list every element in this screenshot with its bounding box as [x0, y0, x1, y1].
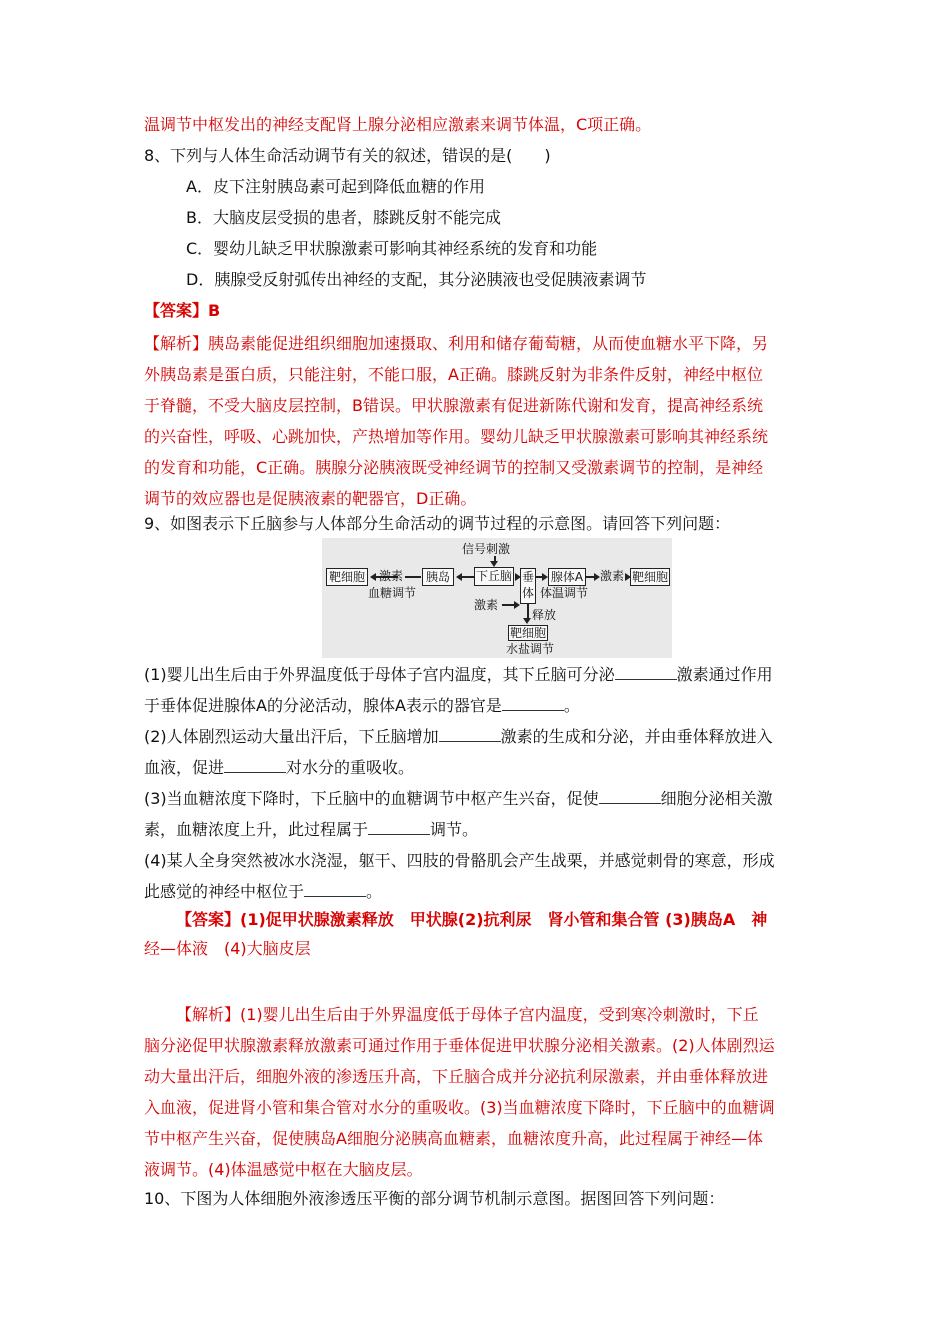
- q9-1-text-c: 于垂体促进腺体A的分泌活动，腺体A表示的器官是: [144, 696, 502, 715]
- explanation-9-line-1: 【解析】(1)婴儿出生后由于外界温度低于母体子宫内温度，受到寒冷刺激时，下丘: [176, 1005, 759, 1024]
- target-cell-left-box: 靶细胞: [326, 568, 368, 586]
- question-9-part-2-line-1: [144, 727, 809, 747]
- q9-2-text-c: 血液，促进: [144, 758, 225, 777]
- question-9-part-4-line-2: [144, 882, 809, 902]
- explanation-7-end: 温调节中枢发出的神经支配肾上腺分泌相应激素来调节体温，C项正确。: [144, 115, 652, 134]
- body-temp-label: 体温调节: [540, 586, 589, 600]
- question-8-option-d: D．胰腺受反射弧传出神经的支配，其分泌胰液也受促胰液素调节: [186, 270, 647, 289]
- target-cell-right-box: 靶细胞: [631, 570, 668, 584]
- explanation-9-line-2: 脑分泌促甲状腺激素释放激素可通过作用于垂体促进甲状腺分泌相关激素。(2)人体剧烈运: [144, 1036, 775, 1055]
- arrowhead-left-2: [456, 573, 462, 581]
- hypothalamus-regulation-diagram: [322, 538, 672, 658]
- q9-2-text-a: (2)人体剧烈运动大量出汗后，下丘脑增加: [144, 727, 439, 746]
- q9-3-text-d: 调节。: [430, 820, 479, 839]
- q9-2-text-b: 激素的生成和分泌，并由垂体释放进入: [500, 727, 773, 746]
- answer-9-line-2: 经—体液 (4)大脑皮层: [144, 939, 311, 958]
- blank-9-1-organ[interactable]: [502, 696, 564, 711]
- q9-1-text-d: 。: [563, 696, 580, 715]
- explanation-9-line-4: 入血液，促进肾小管和集合管对水分的重吸收。(3)当血糖浓度下降时，下丘脑中的血糖调: [144, 1098, 775, 1117]
- q9-3-text-a: (3)当血糖浓度下降时，下丘脑中的血糖调节中枢产生兴奋，促使: [144, 789, 599, 808]
- explanation-8-line-4: 的兴奋性，呼吸、心跳加快，产热增加等作用。婴幼儿缺乏甲状腺激素可影响其神经系统: [144, 427, 769, 446]
- target-cell-bottom-box: 靶细胞: [509, 626, 546, 640]
- arrow-to-islet: [462, 576, 474, 578]
- pituitary-box: [520, 568, 536, 604]
- blank-9-1-hormone[interactable]: [615, 665, 677, 680]
- question-9-part-2-line-2: [144, 758, 809, 778]
- explanation-9-line-6: 液调节。(4)体温感觉中枢在大脑皮层。: [144, 1160, 423, 1179]
- q9-3-text-c: 素，血糖浓度上升，此过程属于: [144, 820, 369, 839]
- question-8-option-a: A．皮下注射胰岛素可起到降低血糖的作用: [186, 177, 485, 196]
- q9-3-text-b: 细胞分泌相关激: [660, 789, 773, 808]
- q9-4-text-c: 。: [366, 882, 383, 901]
- blood-sugar-label: 血糖调节: [368, 586, 417, 600]
- hypothalamus-box: 下丘脑: [474, 567, 514, 586]
- question-8-option-c: C．婴幼儿缺乏甲状腺激素可影响其神经系统的发育和功能: [186, 239, 598, 258]
- blank-9-3-regulation[interactable]: [368, 820, 430, 835]
- arrow-hormone-mid: [502, 604, 514, 606]
- hormone-right-label: 激素: [600, 569, 625, 583]
- explanation-9-line-5: 节中枢产生兴奋，促使胰岛A细胞分泌胰高血糖素，血糖浓度升高，此过程属于神经—体: [144, 1129, 763, 1148]
- explanation-8-line-2: 外胰岛素是蛋白质，只能注射，不能口服，A正确。膝跳反射为非条件反射，神经中枢位: [144, 365, 763, 384]
- signal-label: 信号刺激: [462, 542, 511, 556]
- question-9-stem: 9、如图表示下丘脑参与人体部分生命活动的调节过程的示意图。请回答下列问题：: [144, 514, 731, 533]
- explanation-8-line-1: 【解析】胰岛素能促进组织细胞加速摄取、利用和储存葡萄糖，从而使血糖水平下降，另: [144, 334, 769, 353]
- question-8-option-b: B．大脑皮层受损的患者，膝跳反射不能完成: [186, 208, 501, 227]
- explanation-8-line-6: 调节的效应器也是促胰液素的靶器官，D正确。: [144, 489, 477, 508]
- question-9-part-4-line-1: (4)某人全身突然被冰水浇湿，躯干、四肢的骨骼肌会产生战栗，并感觉刺骨的寒意，形成: [144, 851, 775, 870]
- question-9-part-3-line-1: [144, 789, 809, 809]
- blank-9-2-hormone[interactable]: [439, 727, 501, 742]
- question-9-part-1-line-2: [144, 696, 809, 716]
- q9-4-text-b: 此感觉的神经中枢位于: [144, 882, 305, 901]
- q9-1-text-b: 激素通过作用: [676, 665, 773, 684]
- arrowhead-left-1: [370, 573, 376, 581]
- water-salt-label: 水盐调节: [506, 642, 555, 656]
- explanation-9-line-3: 动大量出汗后，细胞外液的渗透压升高，下丘脑合成并分泌抗利尿激素，并由垂体释放进: [144, 1067, 769, 1086]
- gland-a-box: 腺体A: [548, 568, 586, 586]
- release-label: 释放: [532, 608, 557, 622]
- explanation-8-line-5: 的发育和功能，C正确。胰腺分泌胰液既受神经调节的控制又受激素调节的控制，是神经: [144, 458, 764, 477]
- question-9-part-3-line-2: [144, 820, 809, 840]
- question-8-stem: 8、下列与人体生命活动调节有关的叙述，错误的是( ): [144, 146, 551, 165]
- hormone-mid-label: 激素: [474, 598, 499, 612]
- blank-9-3-cell[interactable]: [599, 789, 661, 804]
- blank-9-2-structure[interactable]: [224, 758, 286, 773]
- answer-8: 【答案】B: [144, 301, 221, 320]
- arrowhead-down-release: [523, 618, 531, 624]
- question-10-stem: 10、下图为人体细胞外液渗透压平衡的部分调节机制示意图。据图回答下列问题：: [144, 1189, 725, 1208]
- q9-2-text-d: 对水分的重吸收。: [286, 758, 415, 777]
- blank-9-4-center[interactable]: [304, 882, 366, 897]
- hormone-left-label: 激素: [379, 569, 404, 583]
- q9-1-text-a: (1)婴儿出生后由于外界温度低于母体子宫内温度，其下丘脑可分泌: [144, 665, 615, 684]
- arrow-segment: [405, 576, 421, 578]
- answer-9-line-1: 【答案】(1)促甲状腺激素释放 甲状腺(2)抗利尿 肾小管和集合管 (3)胰岛A 神: [176, 910, 768, 929]
- pituitary-label: 垂体: [521, 570, 534, 600]
- pancreatic-islet-box: 胰岛: [422, 568, 454, 586]
- question-9-part-1-line-1: [144, 665, 809, 685]
- explanation-8-line-3: 于脊髓，不受大脑皮层控制，B错误。甲状腺激素有促进新陈代谢和发育，提高神经系统: [144, 396, 763, 415]
